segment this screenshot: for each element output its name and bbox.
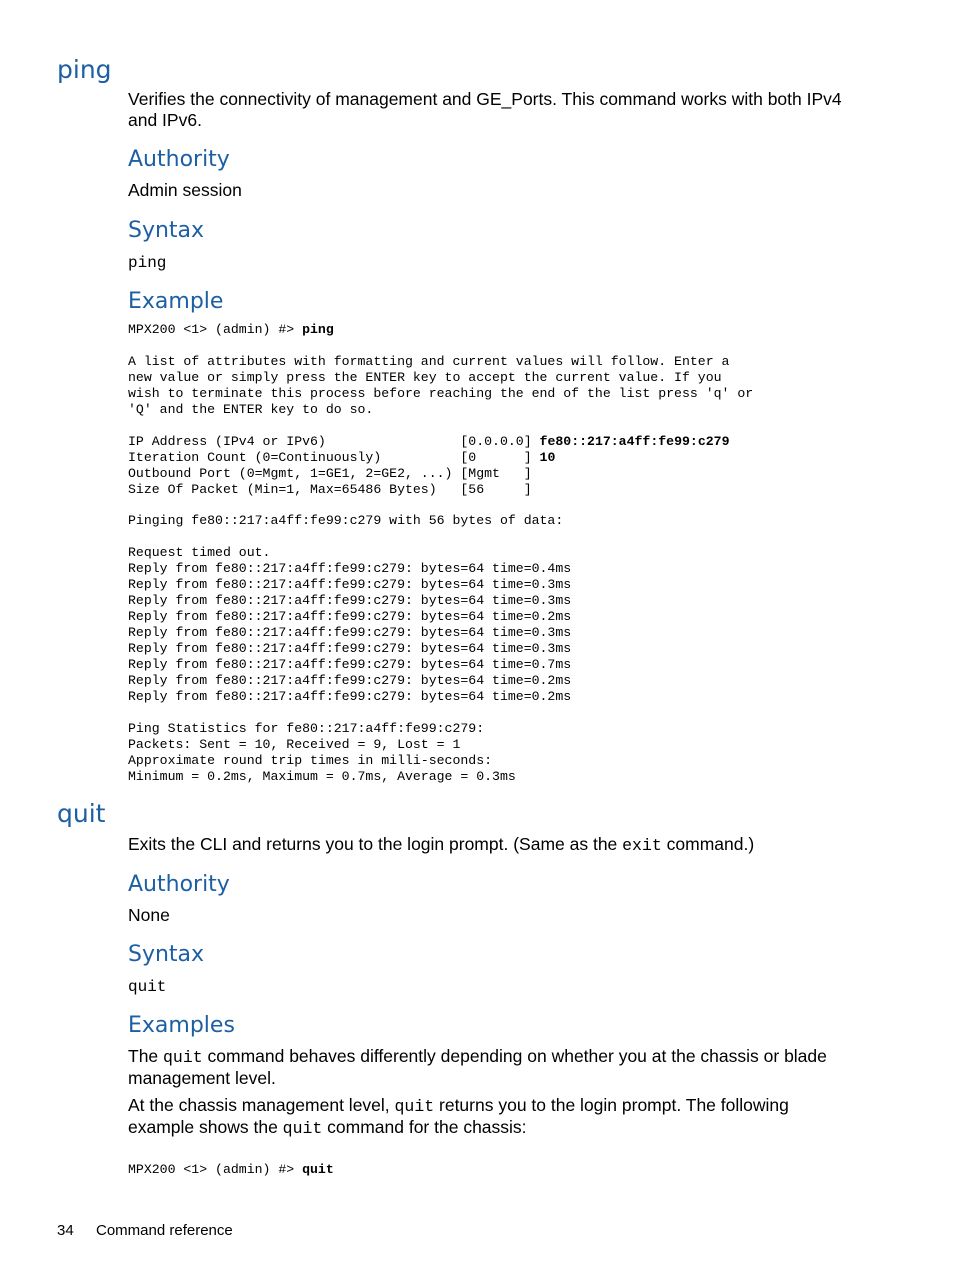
- quit-examples-para-2: [128, 1095, 858, 1139]
- para-text: returns you to the login prompt. The following example shows the: [128, 1095, 789, 1137]
- ping-intro-line: new value or simply press the ENTER key to accept the current value. If you: [128, 369, 722, 385]
- ping-authority-heading: Authority: [128, 147, 230, 172]
- ping-syntax-code: ping: [128, 254, 167, 272]
- ping-example-command: ping: [302, 322, 334, 337]
- quit-syntax-code: quit: [128, 978, 167, 996]
- quit-heading: quit: [57, 799, 106, 828]
- reply-line: Reply from fe80::217:a4ff:fe99:c279: bytes=64 time=0.3ms: [128, 625, 572, 641]
- attr-label: IP Address (IPv4 or IPv6): [128, 433, 461, 449]
- page-number: 34: [57, 1222, 74, 1239]
- ping-intro-line: wish to terminate this process before reaching the end of the list press 'q' or: [128, 385, 754, 401]
- quit-inline-code: quit: [394, 1097, 435, 1116]
- ping-syntax-heading: Syntax: [128, 218, 205, 243]
- ping-example-code-block: [128, 322, 753, 785]
- ping-authority-text: Admin session: [128, 180, 242, 200]
- pinging-line: Pinging fe80::217:a4ff:fe99:c279 with 56 bytes of data:: [128, 513, 564, 529]
- attr-current: [56 ]: [460, 481, 532, 497]
- reply-line: Reply from fe80::217:a4ff:fe99:c279: bytes=64 time=0.2ms: [128, 672, 572, 688]
- quit-inline-code: quit: [163, 1048, 203, 1067]
- reply-line: Request timed out.: [128, 545, 271, 561]
- statistics-line: Approximate round trip times in milli-seconds:: [128, 752, 493, 768]
- para-text: command behaves differently depending on whether you at the chassis or blade management level.: [128, 1046, 827, 1088]
- para-text: The: [128, 1046, 164, 1066]
- quit-description: [128, 834, 868, 856]
- statistics-line: Minimum = 0.2ms, Maximum = 0.7ms, Average = 0.3ms: [128, 768, 516, 784]
- reply-line: Reply from fe80::217:a4ff:fe99:c279: bytes=64 time=0.3ms: [128, 641, 572, 657]
- quit-example-code-block: [128, 1162, 334, 1178]
- quit-example-prompt: MPX200 <1> (admin) #>: [128, 1162, 303, 1177]
- para-text: At the chassis management level,: [128, 1095, 395, 1115]
- para-text: command for the chassis:: [322, 1117, 527, 1137]
- reply-line: Reply from fe80::217:a4ff:fe99:c279: bytes=64 time=0.2ms: [128, 688, 572, 704]
- ping-example-prompt: MPX200 <1> (admin) #>: [128, 322, 303, 337]
- ping-example-heading: Example: [128, 289, 224, 314]
- ping-description: Verifies the connectivity of management and GE_Ports. This command works with both IPv4 and IPv6.: [128, 89, 842, 130]
- reply-line: Reply from fe80::217:a4ff:fe99:c279: bytes=64 time=0.4ms: [128, 561, 572, 577]
- attr-label: Size Of Packet (Min=1, Max=65486 Bytes): [128, 481, 461, 497]
- statistics-line: Packets: Sent = 10, Received = 9, Lost = 1: [128, 736, 461, 752]
- attr-current: [0 ]: [460, 449, 532, 465]
- quit-examples-para-1: [128, 1046, 848, 1089]
- reply-line: Reply from fe80::217:a4ff:fe99:c279: bytes=64 time=0.3ms: [128, 593, 572, 609]
- statistics-line: Ping Statistics for fe80::217:a4ff:fe99:c279:: [128, 720, 485, 736]
- quit-authority-heading: Authority: [128, 872, 230, 897]
- ping-intro-line: 'Q' and the ENTER key to do so.: [128, 401, 374, 417]
- quit-inline-code: quit: [282, 1119, 323, 1138]
- footer-section-title: Command reference: [96, 1222, 233, 1239]
- quit-syntax-heading: Syntax: [128, 942, 205, 967]
- quit-desc-text: Exits the CLI and returns you to the login prompt. (Same as the: [128, 834, 623, 854]
- reply-line: Reply from fe80::217:a4ff:fe99:c279: bytes=64 time=0.3ms: [128, 577, 572, 593]
- ping-heading: ping: [57, 55, 112, 84]
- exit-inline-code: exit: [622, 836, 662, 855]
- reply-line: Reply from fe80::217:a4ff:fe99:c279: bytes=64 time=0.2ms: [128, 609, 572, 625]
- quit-authority-text: None: [128, 905, 170, 925]
- reply-line: Reply from fe80::217:a4ff:fe99:c279: bytes=64 time=0.7ms: [128, 657, 572, 673]
- quit-example-command: quit: [302, 1162, 334, 1177]
- attr-label: Outbound Port (0=Mgmt, 1=GE1, 2=GE2, ...): [128, 465, 461, 481]
- attr-current: [Mgmt ]: [460, 465, 532, 481]
- attr-current: [0.0.0.0]: [460, 433, 532, 449]
- attr-entered: 10: [539, 449, 556, 465]
- attr-label: Iteration Count (0=Continuously): [128, 449, 461, 465]
- attr-entered: fe80::217:a4ff:fe99:c279: [539, 433, 730, 449]
- ping-intro-line: A list of attributes with formatting and current values will follow. Enter a: [128, 353, 730, 369]
- quit-examples-heading: Examples: [128, 1013, 235, 1038]
- quit-desc-text-end: command.): [661, 834, 755, 854]
